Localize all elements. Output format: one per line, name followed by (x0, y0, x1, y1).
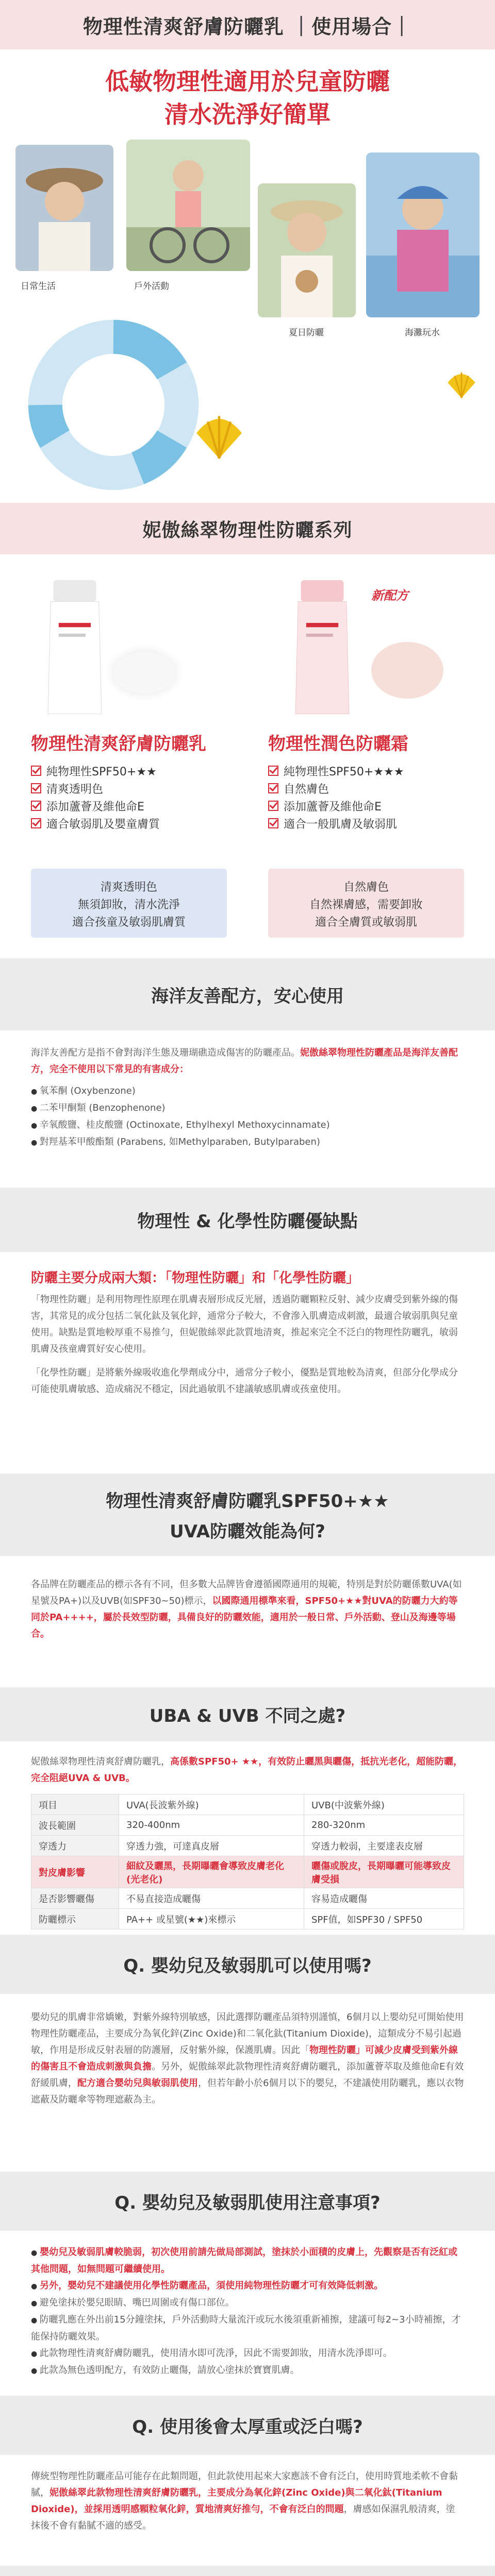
summary-line: 無須卸妝，清水洗淨 (77, 899, 180, 911)
list-item: ● 氧苯酮 (Oxybenzone) (31, 1083, 464, 1100)
summary-line: 自然膚色 (343, 881, 389, 894)
photo-daily-life (15, 145, 113, 271)
q1-highlight-2: 配方適合嬰幼兒與敏弱肌使用 (77, 2078, 198, 2089)
feature-item (268, 779, 408, 797)
list-item: ● 另外，嬰幼兒不建議使用化學性防曬產品，須使用純物理性防曬才可有效降低刺激。 (31, 2278, 464, 2295)
caption-daily-life: 日常生活 (21, 281, 56, 292)
checkbox-icon (31, 818, 41, 828)
table-cell: 280-320nm (304, 1815, 464, 1836)
product-name: 物理性潤色防曬霜 (268, 734, 408, 754)
table-cell: 穿透力 (31, 1836, 119, 1856)
spf-title-line-2: UVA防曬效能為何? (170, 1521, 325, 1542)
ocean-ingredient-list (31, 1083, 464, 1151)
list-item: ● 防曬乳應在外出前15分鐘塗抹，戶外活動時大量流汗或玩水後須重新補擦，建議可每2~3小時補擦，才能保持防曬效果。 (31, 2312, 464, 2345)
q3-text-2: ，膚感如保濕乳般清爽，塗抹後不會有黏膩不適的感受。 (31, 2504, 455, 2531)
caption-beach: 海灘玩水 (405, 328, 440, 338)
table-row (31, 1836, 464, 1856)
feature-item (31, 815, 206, 832)
child-bike-image (126, 140, 250, 271)
table-cell: 項目 (31, 1794, 119, 1815)
uv-section (0, 1741, 495, 1935)
child-sunhat-image (258, 183, 356, 317)
table-cell: PA++ 或星號(★★)來標示 (119, 1909, 304, 1929)
q2-header (0, 2172, 495, 2231)
spf-paragraph (31, 1577, 464, 1642)
cream-swatch (371, 642, 443, 699)
q1-text-2: 。另外，妮傲絲翠此款物理性清爽舒膚防曬乳，添加蘆薈萃取及維他命E有效舒緩肌膚， (31, 2061, 464, 2089)
table-cell: 防曬標示 (31, 1909, 119, 1929)
spf-text: 各品牌在防曬產品的標示各有不同，但多數大品牌皆會遵循國際通用的規範，特別是對於防曬係數UVA(如星號及PA+)以及UVB(如SPF30~50)標示， (31, 1579, 462, 1606)
series-header (0, 503, 495, 554)
feature-label: 適合一般肌膚及敏弱肌 (284, 818, 398, 831)
uv-title: UBA & UVB 不同之處? (149, 1706, 346, 1726)
q2-list (31, 2244, 464, 2379)
feature-label: 添加蘆薈及維他命E (284, 800, 382, 814)
product-summary-box-1 (31, 869, 227, 938)
shell-icon (191, 410, 248, 462)
summary-line: 自然裸膚感，需要卸妝 (309, 899, 423, 911)
checkbox-icon (31, 783, 41, 793)
product-card-2 (268, 730, 408, 832)
product-summary-box-2 (268, 869, 464, 938)
checkbox-icon (268, 766, 278, 776)
ocean-section (0, 1030, 495, 1188)
feature-item (31, 762, 206, 779)
product-card-1 (31, 730, 206, 832)
hero-headline (0, 49, 495, 131)
spf-section (0, 1556, 495, 1687)
feature-label: 添加蘆薈及維他命E (46, 800, 144, 814)
table-cell: 對皮膚影響 (31, 1856, 119, 1888)
table-cell: UVA(長波紫外線) (119, 1794, 304, 1815)
child-hat-image (15, 145, 113, 271)
summary-line: 適合全膚質或敏弱肌 (315, 916, 417, 929)
q3-paragraph (31, 2468, 464, 2534)
list-item: ● 辛氧酸鹽、桂皮酸鹽 (Octinoxate, Ethylhexyl Methoxycinnamate) (31, 1117, 464, 1134)
table-cell: UVB(中波紫外線) (304, 1794, 464, 1815)
q3-highlight: 妮傲絲翠此款物理性清爽舒膚防曬乳，主要成分為氧化鋅(Zinc Oxide)與二氧化鈦(Titanium Dioxide)，並採用透明感顆粒氧化鋅，質地清爽好推勻，不會有泛白的問題 (31, 2487, 442, 2515)
checkbox-icon (31, 801, 41, 811)
feature-label: 純物理性SPF50+★★★ (284, 765, 404, 778)
table-cell: SPF值，如SPF30 / SPF50 (304, 1909, 464, 1929)
list-item: ● 二苯甲酮類 (Benzophenone) (31, 1100, 464, 1117)
spf-highlight-2: 適用於一般日常、戶外活動、登山及海邊等場合。 (31, 1612, 456, 1639)
table-cell: 穿透力較弱，主要達表皮層 (304, 1836, 464, 1856)
compare-para-2: 「化學性防曬」是將紫外線吸收進化學劑成分中，通常分子較小，優點是質地較為清爽，但部分化學成分可能使肌膚敏感、造成痛況不穩定，因此過敏肌不建議敏感肌膚或孩童使用。 (31, 1367, 458, 1395)
q1-paragraph (31, 2009, 464, 2108)
q2-title: Q. 嬰幼兒及敏弱肌使用注意事項? (114, 2193, 381, 2213)
compare-title: 物理性 & 化學性防曬優缺點 (137, 1211, 358, 1232)
compare-section (0, 1252, 495, 1473)
summary-line: 適合孩童及敏弱肌膚質 (72, 916, 186, 929)
table-row (31, 1815, 464, 1836)
hero-line-1: 低敏物理性適用於兒童防曬 (105, 67, 390, 95)
feature-item (268, 815, 408, 832)
list-item: ● 此款物理性清爽舒膚防曬乳，使用清水即可洗淨，因此不需要卸妝，用清水洗淨即可。 (31, 2345, 464, 2362)
table-cell: 容易造成曬傷 (304, 1888, 464, 1909)
uv-intro (31, 1754, 464, 1787)
table-cell: 穿透力強，可達真皮層 (119, 1836, 304, 1856)
table-row-highlight (31, 1856, 464, 1888)
q1-highlight: 物理性防曬」可減少皮膚受到紫外線的傷害且不會造成刺激與負擔 (31, 2045, 458, 2072)
ocean-intro (31, 1045, 464, 1078)
q1-text-3: ，但若年齡小於6個月以下的嬰兒，不建議使用防曬乳，應以衣物遮蔽及防曬傘等物理遮蔽為主。 (31, 2078, 464, 2105)
series-title: 妮傲絲翠物理性防曬系列 (142, 519, 353, 541)
uv-intro-text: 妮傲絲翠物理性清爽舒膚防曬乳， (31, 1756, 170, 1767)
photo-summer (258, 183, 356, 317)
q1-title: Q. 嬰幼兒及敏弱肌可以使用嗎? (123, 1956, 372, 1976)
list-item: ● 避免塗抹於嬰兒眼睛、嘴巴周圍或有傷口部位。 (31, 2295, 464, 2312)
q4-header (0, 2566, 495, 2576)
uv-comparison-table (31, 1794, 464, 1929)
lotion-swatch (113, 652, 175, 693)
table-row (31, 1888, 464, 1909)
photo-outdoor (126, 140, 250, 271)
product-tube-pink-image (289, 580, 356, 719)
new-formula-badge: 新配方 (371, 588, 408, 603)
ocean-intro-text: 海洋友善配方是指不會對海洋生態及珊瑚礁造成傷害的防曬產品。 (31, 1047, 300, 1058)
table-cell: 細紋及曬黑，長期曝曬會導致皮膚老化 (光老化) (119, 1856, 304, 1888)
list-item: ● 對羥基苯甲酸酯類 (Parabens, 如Methylparaben, Butylparaben) (31, 1134, 464, 1151)
q3-section (0, 2455, 495, 2566)
ocean-intro-highlight: 妮傲絲翠物理性防曬產品是海洋友善配方，完全不使用以下常見的有害成分： (31, 1047, 458, 1075)
page-header (0, 0, 495, 49)
feature-item (31, 797, 206, 815)
feature-item (268, 797, 408, 815)
feature-label: 自然膚色 (284, 783, 329, 796)
q2-section (0, 2231, 495, 2396)
uv-intro-highlight: 高係數SPF50+ ★★，有效防止曬黑與曬傷，抵抗光老化，超能防曬，完全阻絕UVA & UVB。 (31, 1756, 463, 1784)
ocean-header (0, 958, 495, 1030)
product-name: 物理性清爽舒膚防曬乳 (31, 734, 206, 754)
page-title: 物理性清爽舒膚防曬乳 ｜使用場合｜ (82, 15, 412, 38)
feature-label: 適合敏弱肌及嬰童膚質 (46, 818, 160, 831)
feature-label: 純物理性SPF50+★★ (46, 765, 157, 778)
child-beach-image (366, 152, 480, 317)
caption-summer: 夏日防曬 (289, 328, 324, 338)
checkbox-icon (31, 766, 41, 776)
checkbox-icon (268, 783, 278, 793)
swim-ring-icon (26, 317, 201, 493)
uv-header (0, 1687, 495, 1741)
table-cell: 是否影響曬傷 (31, 1888, 119, 1909)
compare-lead: 防曬主要分成兩大類：「物理性防曬」和「化學性防曬」 (31, 1270, 360, 1286)
checkbox-icon (268, 818, 278, 828)
q1-text: 嬰幼兒的肌膚非常嬌嫩，對紫外線特別敏感，因此選擇防曬產品須特別謹慎，6個月以上嬰幼兒可開始使用物理性防曬產品，主要成分為氧化鋅(Zinc Oxide)和二氧化鈦(Titanium Dioxide)，這類成分不易引起過敏，作用是形成反射表層的防護層，反射紫外線，保護肌膚。因此「 (31, 2012, 464, 2056)
feature-item (31, 779, 206, 797)
ocean-title: 海洋友善配方，安心使用 (151, 986, 344, 1007)
spf-highlight: 以國際通用標準來看，SPF50+★★對UVA的防曬力大約等同於PA++++，屬於長效型防曬，具備良好的防曬效能， (31, 1596, 458, 1623)
table-row (31, 1909, 464, 1929)
q3-text: 傳統型物理性防曬產品可能存在此類問題，但此款使用起來大家應該不會有泛白，使用時質地柔軟不會黏膩， (31, 2471, 458, 2498)
series-section (0, 554, 495, 938)
table-cell: 不易直接造成曬傷 (119, 1888, 304, 1909)
caption-outdoor: 戶外活動 (134, 281, 169, 292)
table-cell: 波長範圍 (31, 1815, 119, 1836)
spf-header (0, 1473, 495, 1556)
compare-para-1: 「物理性防曬」是利用物理性原理在肌膚表層形成反光層，透過防曬顆粒反射、減少皮膚受到紫外線的傷害，其常見的成分包括二氧化鈦及氧化鋅，通常分子較大，不會滲入肌膚造成刺激，最適合敏弱肌與兒童使用。缺點是質地較厚重不易推勻，但妮傲絲翠此款質地清爽，推起來完全不泛白的物理性防曬乳，敏弱肌膚及孩童膚質好安心使用。 (31, 1294, 458, 1354)
shell-icon-small (443, 369, 480, 400)
compare-header (0, 1188, 495, 1252)
table-cell: 曬傷或脫皮，長期曝曬可能導致皮膚受損 (304, 1856, 464, 1888)
q3-header (0, 2396, 495, 2455)
product-tube-image (41, 580, 108, 719)
feature-item (268, 762, 408, 779)
photo-beach (366, 152, 480, 317)
q3-title: Q. 使用後會太厚重或泛白嗎? (132, 2417, 363, 2437)
q1-section (0, 1994, 495, 2172)
hero-section (0, 49, 495, 503)
table-row (31, 1794, 464, 1815)
q1-header (0, 1935, 495, 1994)
table-cell: 320-400nm (119, 1815, 304, 1836)
summary-line: 清爽透明色 (100, 881, 157, 894)
checkbox-icon (268, 801, 278, 811)
spf-title-line-1: 物理性清爽舒膚防曬乳SPF50+★★ (106, 1491, 389, 1512)
list-item: ● 嬰幼兒及敏弱肌膚較脆弱，初次使用前請先做局部測試，塗抹於小面積的皮膚上，先觀察是否有泛紅或其他問題，如無問題可繼續使用。 (31, 2244, 464, 2278)
list-item: ● 此款為無色透明配方，有效防止曬傷，請放心塗抹於寶寶肌膚。 (31, 2362, 464, 2379)
hero-line-2: 清水洗淨好簡單 (164, 100, 331, 128)
feature-label: 清爽透明色 (46, 783, 104, 796)
